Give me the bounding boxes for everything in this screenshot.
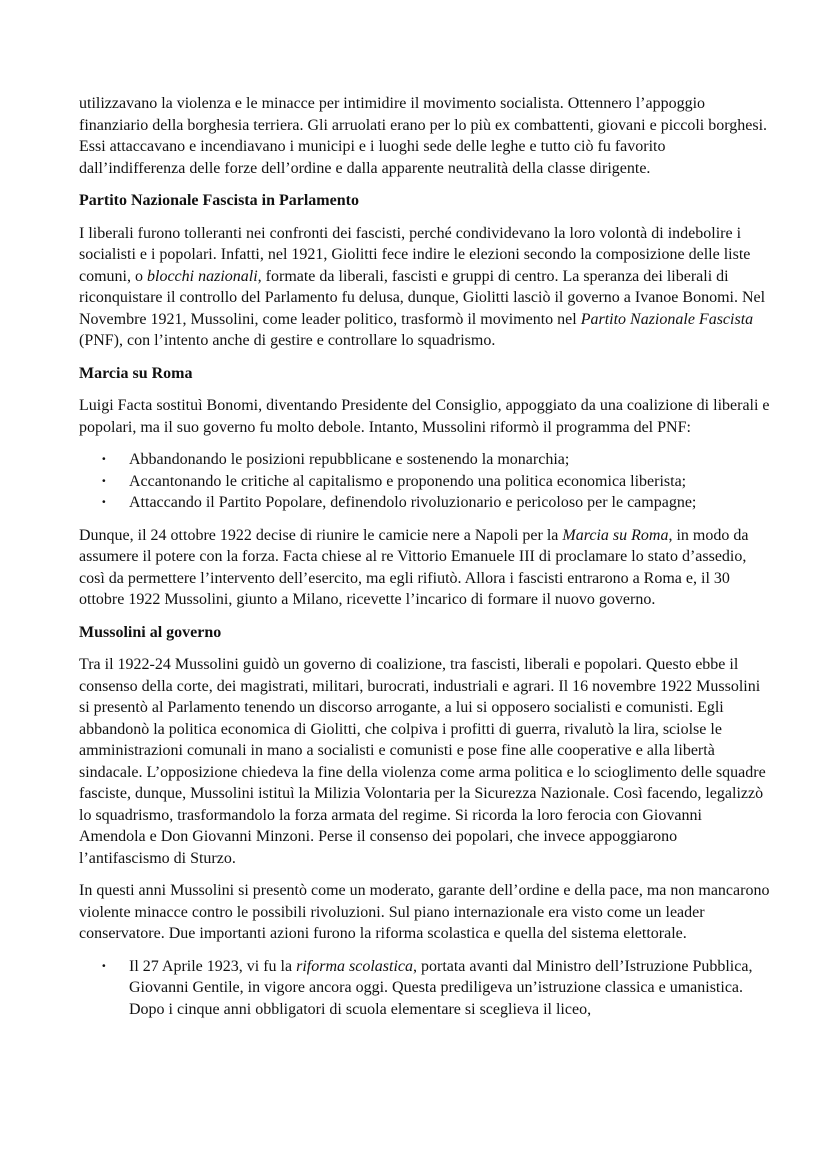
heading-marcia-su-roma: Marcia su Roma [79, 364, 193, 382]
paragraph-pnf: I liberali furono tolleranti nei confronti dei fascisti, perché condividevano la loro volontà di indebolire i socialisti e i popolari. Infatti, nel 1921, Giolitti fece indire le elezioni secondo la composizione delle liste comuni, o blocchi nazionali, formate da liberali, fascisti e gruppi di centro. La speranza dei liberali di riconquistare il controllo del Parlamento fu delusa, dunque, Giolitti lasciò il governo a Ivanoe Bonomi. Nel Novembre 1921, Mussolini, come leader politico, trasformò il movimento nel Partito Nazionale Fascista (PNF), con l’intento anche di gestire e controllare lo squadrismo. [79, 224, 766, 349]
paragraph-marcia: Dunque, il 24 ottobre 1922 decise di riunire le camicie nere a Napoli per la Marcia su Roma, in modo da assumere il potere con la forza. Facta chiese al re Vittorio Emanuele III di proclamare lo stato d’assedio, così da permettere l’intervento dell’esercito, ma egli rifiutò. Allora i fascisti entrarono a Roma e, il 30 ottobre 1922 Mussolini, giunto a Milano, ricevette l’incarico di formare il nuovo governo. [79, 526, 749, 608]
riforme-list [79, 956, 770, 1021]
programma-pnf-list [79, 449, 770, 514]
list-item: · Il 27 Aprile 1923, vi fu la riforma scolastica, portata avanti dal Ministro dell’Istruzione Pubblica, Giovanni Gentile, in vigore ancora oggi. Questa prediligeva un’istruzione classica e umanistica. Dopo i cinque anni obbligatori di scuola elementare si sceglieva il liceo, [129, 956, 770, 1021]
list-item: · Accantonando le critiche al capitalismo e proponendo una politica economica liberista; [129, 471, 770, 493]
list-item: · Attaccando il Partito Popolare, definendolo rivoluzionario e pericoloso per le campagne; [129, 492, 770, 514]
paragraph-governo-1: Tra il 1922-24 Mussolini guidò un governo di coalizione, tra fascisti, liberali e popolari. Questo ebbe il consenso della corte, dei magistrati, militari, burocrati, industriali e agrari. Il 16 novembre 1922 Mussolini si presentò al Parlamento tenendo un discorso arrogante, a lui si opposero socialisti e comunisti. Egli abbandonò la politica economica di Giolitti, che colpiva i profitti di guerra, rivalutò la lira, sciolse le amministrazioni comunali in mano a socialisti e comunisti e pose fine alle cooperative e alla libertà sindacale. L’opposizione chiedeva la fine della violenza come arma politica e lo scioglimento delle squadre fasciste, dunque, Mussolini istituì la Milizia Volontaria per la Sicurezza Nazionale. Così facendo, legalizzò lo squadrismo, trasformandolo la forza armata del regime. Si ricorda la loro ferocia con Giovanni Amendola e Don Giovanni Minzoni. Perse il consenso dei popolari, che invece appoggiarono l’antifascismo di Sturzo. [79, 656, 766, 867]
list-item: · Abbandonando le posizioni repubblicane e sostenendo la monarchia; [129, 449, 770, 471]
heading-pnf-parlamento: Partito Nazionale Fascista in Parlamento [79, 192, 359, 209]
paragraph-governo-2: In questi anni Mussolini si presentò come un moderato, garante dell’ordine e della pace, ma non mancarono violente minacce contro le possibili rivoluzioni. Sul piano internazionale era visto come un leader conservatore. Due importanti azioni furono la riforma scolastica e quella del sistema elettorale. [79, 882, 770, 942]
paragraph-squadrismo: utilizzavano la violenza e le minacce per intimidire il movimento socialista. Ottennero l’appoggio finanziario della borghesia terriera. Gli arruolati erano per lo più ex combattenti, giovani e piccoli borghesi. Essi attaccavano e incendiavano i municipi e i luoghi sede delle leghe e tutto ciò fu favorito dall’indifferenza delle forze dell’ordine e dalla apparente neutralità della classe dirigente. [79, 95, 768, 177]
paragraph-marcia-intro: Luigi Facta sostituì Bonomi, diventando Presidente del Consiglio, appoggiato da una coalizione di liberali e popolari, ma il suo governo fu molto debole. Intanto, Mussolini riformò il programma del PNF: [79, 397, 770, 436]
heading-mussolini-governo: Mussolini al governo [79, 623, 222, 641]
